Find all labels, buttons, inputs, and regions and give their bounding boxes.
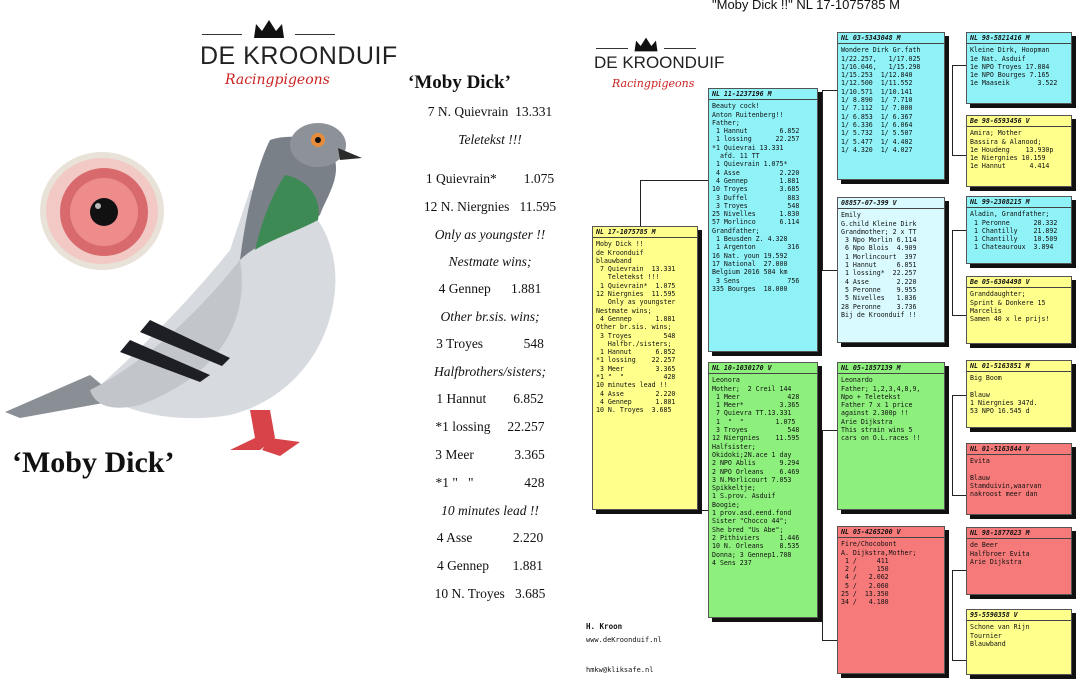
card-gg5	[966, 360, 1072, 428]
card-gg2-header: Be 98-6593456 V	[967, 116, 1071, 127]
card-ff-body: Wondere Dirk Gr.fath 1/22.257, 1/17.025 1/16.046, 1/15.298 1/15.253 1/12.840 1/12.500 1/11.552 1/10.571 1/10.141 1/ 8.890 1/ 7.710 1/ 7.112 1/ 7.000 1/ 6.853 1/ 6.367 1/ 6.336 1/ 6.064 1/ 5.732 1/ 5.507 1/ 5.477 1/ 4.402 1/ 4.320 1/ 4.027	[841, 46, 921, 154]
card-fm-header: 08857-07-399 V	[838, 198, 944, 209]
card-gg7-body: de Beer Halfbroer Evita Arie Dijkstra	[970, 541, 1030, 566]
result-line: Halfbrothers/sisters;	[433, 364, 546, 379]
result-line: 10 N. Troyes 3.685	[434, 586, 546, 601]
card-gg3-body: Aladin, Grandfather; 1 Peronne 28.332 1 Chantilly 21.892 1 Chantilly 10.509 1 Chateauroux 3.894	[970, 210, 1058, 252]
card-ff-header: NL 03-5343048 M	[838, 33, 944, 44]
card-mother-mother	[837, 526, 945, 674]
card-gg6-body: Evita Blauw Stamduivin,waarvan nakroost meer dan	[970, 457, 1042, 499]
result-line	[405, 159, 575, 171]
card-gg1-header: NL 98-5821416 M	[967, 33, 1071, 44]
result-line: *1 " " 428	[435, 475, 545, 490]
card-fm-body: Emily G.child Kleine Dirk Grandmother; 2 x TT 3 Npo Morlin 6.114 6 Npo Blois 4.909 1 Morlincourt 397 1 Hannut 6.851 1 lossing* 22.257 4 Asse 2.220 5 Peronne 9.955 5 Nivelles 1.836 28 Peronne 3.736 Bij de Kroonduif !!	[841, 211, 917, 319]
footer-website-link[interactable]: www.deKroonduif.nl	[586, 636, 662, 644]
card-gg4	[966, 276, 1072, 344]
card-gg6-header: NL 01-5163844 V	[967, 444, 1071, 455]
card-gg4-header: Be 05-6304498 V	[967, 277, 1071, 288]
card-gg5-header: NL 01-5163851 M	[967, 361, 1071, 372]
card-gg7-header: NL 98-1877023 M	[967, 528, 1071, 539]
card-gg8	[966, 609, 1072, 675]
card-gg2	[966, 115, 1072, 187]
card-mf-body: Leonardo Father; 1,2,3,4,8,9, Npo + Teletekst Father 7 x 1 price against 2.300p !! Arie Dijkstra This strain wins 5 cars on O.L.races !!	[841, 376, 921, 443]
result-line: 4 Gennep 1.881	[438, 281, 542, 296]
card-mother-father	[837, 362, 945, 510]
card-father-header: NL 11-1237196 M	[709, 89, 817, 100]
result-line: Teletekst !!!	[458, 132, 522, 147]
right-brand-logo: DE KROONDUIF	[594, 53, 725, 72]
result-line: 10 minutes lead !!	[441, 503, 539, 518]
card-gg3	[966, 196, 1072, 264]
card-mm-body: Fire/Chocobont A. Dijkstra,Mother; 1 / 411 2 / 150 4 / 2.062 5 / 2.060 25 / 13.350 34 / 4.180	[841, 540, 917, 607]
pedigree-header: "Moby Dick !!" NL 17-1075785 M	[712, 0, 900, 12]
result-line: 4 Gennep 1.881	[436, 558, 544, 573]
card-father-mother	[837, 197, 945, 343]
card-gg8-header: 95-5590358 V	[967, 610, 1071, 621]
result-line: *1 lossing 22.257	[435, 419, 545, 434]
result-line: Other br.sis. wins;	[440, 309, 540, 324]
result-line: 3 Meer 3.365	[435, 447, 545, 462]
card-gg8-body: Schone van Rijn Tournier Blauwband	[970, 623, 1030, 648]
left-brand-logo: DE KROONDUIF	[200, 42, 398, 70]
card-gg6	[966, 443, 1072, 515]
card-gg7	[966, 527, 1072, 595]
pigeon-photo	[0, 120, 370, 485]
card-main-pigeon	[592, 226, 698, 510]
footer-email-link[interactable]: hmkw@kliksafe.nl	[586, 666, 654, 674]
result-line: 3 Troyes 548	[436, 336, 544, 351]
footer-owner-name: H. Kroon	[586, 622, 623, 631]
right-brand-subtitle: Racingpigeons	[612, 77, 695, 90]
result-line: 4 Asse 2.220	[436, 530, 544, 545]
card-mf-header: NL 05-1857139 M	[838, 363, 944, 374]
result-line: Only as youngster !!	[434, 227, 546, 242]
left-crown-icon	[252, 18, 286, 45]
card-gg1	[966, 32, 1072, 104]
card-main-header: NL 17-1075785 M	[593, 227, 697, 238]
result-line: 12 N. Niergnies 11.595	[423, 199, 557, 214]
card-father-body: Beauty cock! Anton Ruitenberg!! Father; 1 Hannut 6.852 1 lossing 22.257 *1 Quievrai 13.331 afd. 11 TT 1 Quievrain 1.075* 4 Asse 2.220 4 Gennep 1.881 10 Troyes 3.685 3 Duffel 883 3 Troyes 548 25 Nivelles 1.830 57 Morlinco 6.114 Grandfather; 1 Beusden Z. 4.328 1 Argenton 316 16 Nat. youn 19.592 17 National 27.000 Belgium 2016 584 km 3 Sens 756 335 Bourges 18.000	[712, 102, 800, 293]
result-line: 1 Hannut 6.852	[436, 391, 544, 406]
result-line: 1 Quievrain* 1.075	[425, 171, 555, 186]
card-gg1-body: Kleine Dirk, Hoopman 1e Nat. Asduif 1e NPO Troyes 17.884 1e NPO Bourges 7.165 1e Maaseik 3.522	[970, 46, 1058, 88]
middle-results-list	[405, 104, 575, 614]
card-father	[708, 88, 818, 352]
result-line: 7 N. Quievrain 13.331	[427, 104, 553, 119]
card-gg2-body: Amira; Mother Bassira & Alanood; 1e Houdeng 13.930p 1e Niergnies 10.159 1e Hannut 4.414	[970, 129, 1054, 171]
result-line: Nestmate wins;	[448, 254, 532, 269]
card-gg3-header: NL 99-2308215 M	[967, 197, 1071, 208]
card-gg4-body: Granddaughter; Sprint & Donkere 15 Marcelis Samen 40 x le prijs!	[970, 290, 1050, 324]
card-main-body: Moby Dick !! de Kroonduif blauwband 7 Quievrain 13.331 Teletekst !!! 1 Quievrain* 1.075 12 Niergnies 11.595 Only as youngster Nestmate wins; 4 Gennep 1.881 Other br.sis. wins; 3 Troyes 548 Halfbr./sisters; 1 Hannut 6.852 *1 lossing 22.257 3 Meer 3.365 *1 " " 428 10 minutes lead !! 4 Asse 2.220 4 Gennep 1.881 10 N. Troyes 3.685	[596, 240, 676, 415]
card-mother	[708, 362, 818, 618]
left-brand-subtitle: Racingpigeons	[225, 72, 330, 88]
card-mother-body: Leonora Mother; 2 Creil 144 1 Meer 428 1 Meer* 3.365 7 Quievra TT.13.331 1 " " 1.075 3 Troyes 548 12 Niergnies 11.595 Halfsister; Okidoki;2N.ace 1 day 2 NPO Ablis 9.294 2 NPO Orleans 6.469 3 N.Morlicourt 7.053 Spikkeltje; 1 S.prov. Asduif Boogie; 1 prov.asd.eend.fond Sister "Chocco 44"; She bred "Us Abe"; 2 Pithiviers 1.446 10 N. Orleans 8.535 Donna; 3 Gennep1.708 4 Sens 237	[712, 376, 800, 567]
card-mother-header: NL 10-1030170 V	[709, 363, 817, 374]
card-father-father	[837, 32, 945, 180]
left-name-label: ‘Moby Dick’	[12, 446, 175, 479]
card-gg5-body: Big Boom Blauw 1 Niergnies 347d. 53 NPO 16.545 d	[970, 374, 1038, 416]
card-mm-header: NL 05-4265200 V	[838, 527, 944, 538]
middle-title: ‘Moby Dick’	[408, 72, 511, 93]
